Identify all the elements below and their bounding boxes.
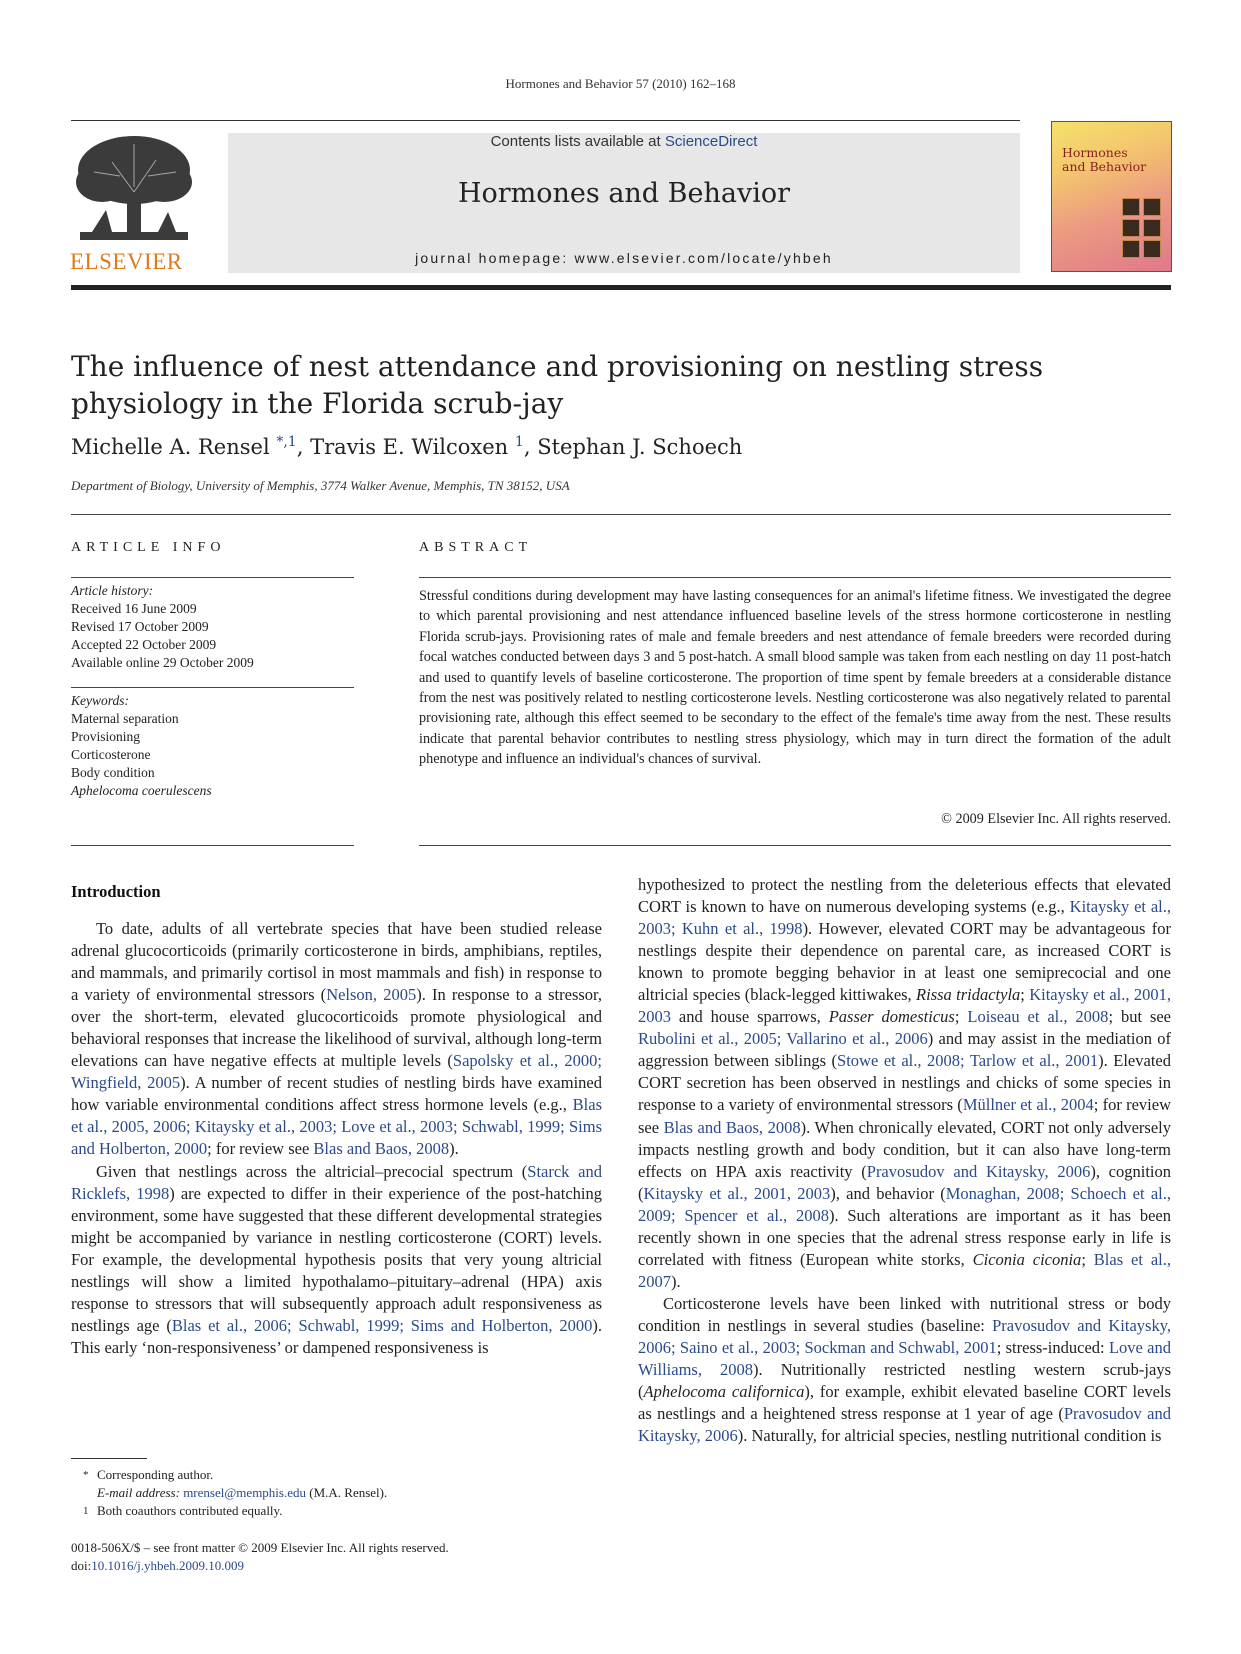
cover-image-tile bbox=[1143, 219, 1161, 237]
cover-image-tile bbox=[1122, 198, 1140, 216]
keyword-item: Maternal separation bbox=[71, 711, 179, 726]
keyword-item: Body condition bbox=[71, 765, 155, 780]
abstract-rule bbox=[419, 577, 1171, 578]
cover-image-tile bbox=[1122, 240, 1140, 258]
abstract-text: Stressful conditions during development may have lasting consequences for an animal's lifetime fitness. We investigated the degree to which parental provisioning and nest attendance influenced baseline levels of the stress hormone corticosterone in nestling Florida scrub-jays. Provisioning rates of male and female breeders and nest attendance of female breeders were recorded during focal watches conducted between days 3 and 5 post-hatch. A small blood sample was taken from each nestling on day 11 post-hatch and used to quantify levels of baseline corticosterone. The proportion of time spent by female breeders at a considerable distance from the nest was positively related to nestling corticosterone levels. Nestling corticosterone was also negatively related to parental provisioning rate, although this effect seemed to be secondary to the effect of the female's time away from the nest. These results indicate that parental behavior contributes to nestling stress physiology, which may in turn direct the formation of the adult phenotype and influence an individual's chances of survival. bbox=[419, 588, 1171, 768]
footnote-corresponding bbox=[71, 1466, 611, 1484]
section-heading-introduction: Introduction bbox=[71, 882, 161, 901]
keywords-label: Keywords: bbox=[71, 693, 129, 708]
doi-prefix: doi: bbox=[71, 1558, 92, 1573]
history-item: Received 16 June 2009 bbox=[71, 601, 197, 616]
article-title: The influence of nest attendance and provisioning on nestling stress physiology in the Florida scrub-jay bbox=[71, 350, 1044, 420]
author-name: Michelle A. Rensel bbox=[71, 435, 270, 459]
footnote-coauthor bbox=[71, 1502, 611, 1520]
cover-image-tile bbox=[1143, 198, 1161, 216]
cover-title bbox=[1062, 146, 1146, 174]
keywords bbox=[71, 692, 354, 800]
footnote-text: Corresponding author. bbox=[97, 1467, 214, 1482]
abstract-copyright: © 2009 Elsevier Inc. All rights reserved. bbox=[941, 811, 1171, 827]
author-name: Travis E. Wilcoxen bbox=[310, 435, 509, 459]
article-info-end-rule bbox=[71, 845, 354, 846]
cover-image-grid bbox=[1122, 198, 1161, 258]
cover-image-tile bbox=[1143, 240, 1161, 258]
email-link[interactable]: mrensel@memphis.edu bbox=[183, 1485, 306, 1500]
front-matter bbox=[71, 1539, 671, 1575]
article-history bbox=[71, 582, 354, 672]
journal-homepage-link[interactable]: journal homepage: www.elsevier.com/locate/yhbeh bbox=[415, 250, 833, 266]
journal-title: Hormones and Behavior bbox=[457, 178, 791, 209]
cover-title-line-2: and Behavior bbox=[1062, 159, 1147, 174]
running-head: Hormones and Behavior 57 (2010) 162–168 bbox=[505, 76, 736, 91]
footnote-email bbox=[71, 1484, 611, 1502]
keywords-rule bbox=[71, 687, 354, 688]
author-marks[interactable]: 1 bbox=[514, 434, 524, 450]
author-name: Stephan J. Schoech bbox=[537, 435, 743, 459]
issn-line: 0018-506X/$ – see front matter © 2009 Elsevier Inc. All rights reserved. bbox=[71, 1540, 449, 1555]
cover-title-line-1: Hormones bbox=[1062, 145, 1128, 160]
affiliation: Department of Biology, University of Memphis, 3774 Walker Avenue, Memphis, TN 38152, USA bbox=[71, 478, 570, 493]
author-list: Michelle A. Rensel $^{*,1}$, Travis E. Wilcoxen $^1$, Stephan J. Schoech bbox=[71, 434, 743, 459]
abstract-end-rule bbox=[419, 845, 1171, 846]
header-divider bbox=[71, 514, 1171, 515]
doi-link[interactable]: 10.1016/j.yhbeh.2009.10.009 bbox=[91, 1558, 244, 1573]
body-column-right: hypothesized to protect the nestling from the deleterious effects that elevated CORT is known to have on numerous developing systems (e.g., Kitaysky et al., 2003; Kuhn et al., 1998). However, elevated CORT may be advantageous for nestlings despite their dependence on parental care, as increased CORT is known to promote begging behavior in at least one semiprecocial and one altricial species (black-legged kittiwakes, Rissa tridactyla; Kitaysky et al., 2001, 2003 and house sparrows, Passer domesticus; Loiseau et al., 2008; but see Rubolini et al., 2005; Vallarino et al., 2006) and may assist in the mediation of aggression between siblings (Stowe et al., 2008; Tarlow et al., 2001). Elevated CORT secretion has been observed in nestlings and chicks of some species in response to a variety of environmental stressors (Müllner et al., 2004; for review see Blas and Baos, 2008). When chronically elevated, CORT not only adversely impacts nestling growth and body condition, but it can also have long-term effects on HPA axis reactivity (Pravosudov and Kitaysky, 2006), cognition (Kitaysky et al., 2001, 2003), and behavior (Monaghan, 2008; Schoech et al., 2009; Spencer et al., 2008). Such alterations are important as it has been recently shown in one species that the adrenal stress response early in life is correlated with fitness (European white storks, Ciconia ciconia; Blas et al., 2007). Corticosterone levels have been linked with nutritional stress or body condition in nestlings in several studies (baseline: Pravosudov and Kitaysky, 2006; Saino et al., 2003; Sockman and Schwabl, 2001; stress-induced: Love and Williams, 2008). Nutritionally restricted nestling western scrub-jays (Aphelocoma californica), for example, exhibit elevated baseline CORT levels as nestlings and a heightened stress response at 1 year of age (Pravosudov and Kitaysky, 2006). Naturally, for altricial species, nestling nutritional condition is bbox=[638, 875, 1172, 1446]
tree-logo-icon bbox=[72, 132, 196, 244]
abstract-heading: ABSTRACT bbox=[419, 540, 533, 555]
email-label: E-mail address: bbox=[97, 1485, 180, 1500]
elsevier-wordmark: ELSEVIER bbox=[70, 249, 183, 274]
cover-image-tile bbox=[1122, 219, 1140, 237]
keyword-item: Provisioning bbox=[71, 729, 141, 744]
masthead-bottom-rule bbox=[71, 285, 1171, 290]
publisher-logo bbox=[70, 132, 200, 277]
article-info-rule bbox=[71, 577, 354, 578]
keyword-item: Corticosterone bbox=[71, 747, 151, 762]
article-history-label: Article history: bbox=[71, 583, 154, 598]
footnote-rule bbox=[71, 1458, 147, 1459]
contents-prefix: Contents lists available at bbox=[490, 133, 665, 150]
history-item: Accepted 22 October 2009 bbox=[71, 637, 217, 652]
article-info-heading: ARTICLE INFO bbox=[71, 540, 226, 555]
email-suffix: (M.A. Rensel). bbox=[306, 1485, 388, 1500]
history-item: Available online 29 October 2009 bbox=[71, 655, 254, 670]
footnote-text: Both coauthors contributed equally. bbox=[97, 1503, 283, 1518]
journal-masthead bbox=[228, 133, 1020, 273]
author-marks[interactable]: *,1 bbox=[276, 434, 297, 450]
history-item: Revised 17 October 2009 bbox=[71, 619, 209, 634]
contents-line bbox=[228, 133, 1020, 150]
masthead-top-rule bbox=[71, 120, 1020, 121]
journal-cover-thumbnail bbox=[1051, 121, 1172, 272]
keyword-item: Aphelocoma coerulescens bbox=[71, 783, 212, 798]
footnote-mark: 1 bbox=[83, 1505, 89, 1517]
sciencedirect-link[interactable]: ScienceDirect bbox=[664, 133, 758, 150]
doi-line bbox=[71, 1557, 671, 1575]
footnote-mark: * bbox=[83, 1469, 89, 1481]
body-column-left: To date, adults of all vertebrate species that have been studied release adrenal glucocorticoids (primarily corticosterone in birds, amphibians, reptiles, and mammals, and primarily cortisol in most mammals and fish) in response to a variety of environmental stressors (Nelson, 2005). In response to a stressor, over the short-term, elevated glucocorticoids promote physiological and behavioral responses that increase the likelihood of survival, although long-term elevations can have negative effects at multiple levels (Sapolsky et al., 2000; Wingfield, 2005). A number of recent studies of nestling birds have examined how variable environmental conditions affect stress hormone levels (e.g., Blas et al., 2005, 2006; Kitaysky et al., 2003; Love et al., 2003; Schwabl, 1999; Sims and Holberton, 2000; for review see Blas and Baos, 2008). Given that nestlings across the altricial–precocial spectrum (Starck and Ricklefs, 1998) are expected to differ in their experience of the post-hatching environment, some have suggested that these different developmental strategies might be accompanied by variance in nestling corticosterone (CORT) levels. For example, the developmental hypothesis posits that very young altricial nestlings will show a limited hypothalamo–pituitary–adrenal (HPA) axis response to stressors that will subsequently approach adult responsiveness as nestlings age (Blas et al., 2006; Schwabl, 1999; Sims and Holberton, 2000). This early ‘non-responsiveness’ or dampened responsiveness is bbox=[71, 919, 603, 1357]
footnotes bbox=[71, 1466, 611, 1520]
